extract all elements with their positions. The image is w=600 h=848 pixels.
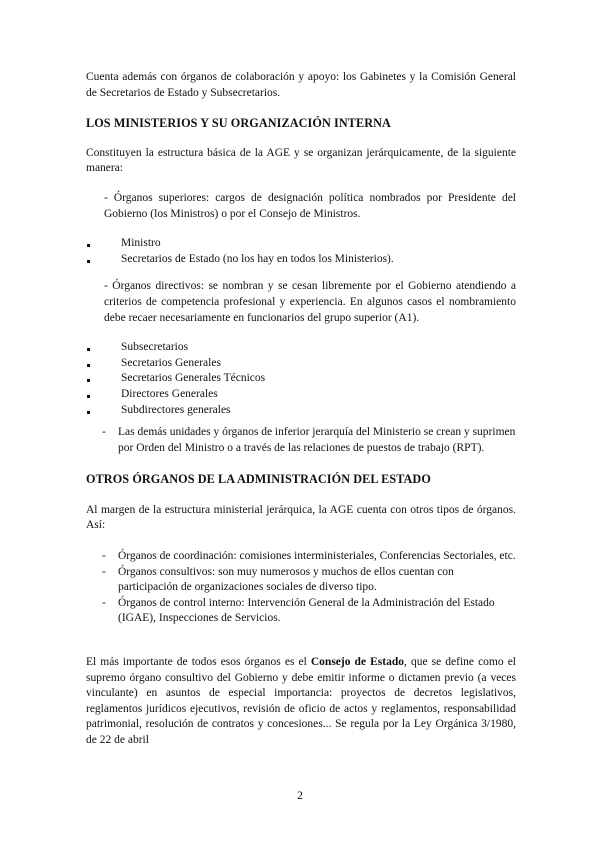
list-item: Secretarios Generales bbox=[86, 356, 516, 372]
otros-organos-paragraph: Al margen de la estructura ministerial jerárquica, la AGE cuenta con otros tipos de órganos. Así: bbox=[86, 503, 516, 532]
organos-superiores-list bbox=[86, 236, 516, 267]
organos-directivos-paragraph: - Órganos directivos: se nombran y se cesan libremente por el Gobierno atendiendo a criterios de competencia profesional y experiencia. En algunos casos el nombramiento debe recaer necesariamente en funcionarios del grupo superior (A1). bbox=[104, 280, 516, 324]
consejo-text-post: , que se define como el supremo órgano consultivo del Gobierno y debe emitir informe o dictamen previo (a veces vinculante) en asuntos de especial importancia: proyectos de decretos legislativos, reglamentos jurídicos ejecutivos, revisión de oficio de actos y reglamentos, responsabilidad patrimonial, resolución de contratos y concesiones... Se regula por la Ley Orgánica 3/1980, de 22 de abril bbox=[86, 656, 516, 746]
organos-superiores-paragraph: - Órganos superiores: cargos de designación política nombrados por Presidente del Gobierno (los Ministros) o por el Consejo de Ministros. bbox=[104, 191, 516, 220]
list-item: - Las demás unidades y órganos de inferior jerarquía del Ministerio se crean y suprimen por Orden del Ministro o a través de las relaciones de puestos de trabajo (RPT). bbox=[86, 425, 516, 456]
otras-unidades-list bbox=[86, 425, 516, 456]
organos-directivos-list bbox=[86, 340, 516, 418]
consejo-text-pre: El más importante de todos esos órganos es el bbox=[86, 656, 311, 669]
list-item: - Órganos consultivos: son muy numerosos y muchos de ellos cuentan con participación de organizaciones sociales de diverso tipo. bbox=[86, 565, 516, 596]
consejo-estado-paragraph bbox=[86, 655, 516, 749]
section-heading-ministerios: LOS MINISTERIOS Y SU ORGANIZACIÓN INTERNA bbox=[86, 116, 391, 131]
list-item: Directores Generales bbox=[86, 387, 516, 403]
list-item: - Órganos de coordinación: comisiones interministeriales, Conferencias Sectoriales, etc. bbox=[86, 549, 516, 565]
list-item: Subdirectores generales bbox=[86, 403, 516, 419]
intro-paragraph: Cuenta además con órganos de colaboración y apoyo: los Gabinetes y la Comisión General de Secretarios de Estado y Subsecretarios. bbox=[86, 71, 516, 99]
page-number: 2 bbox=[297, 790, 303, 802]
list-item: Secretarios de Estado (no los hay en todos los Ministerios). bbox=[86, 252, 516, 268]
section-heading-otros-organos: OTROS ÓRGANOS DE LA ADMINISTRACIÓN DEL ESTADO bbox=[86, 472, 431, 487]
list-item: Secretarios Generales Técnicos bbox=[86, 371, 516, 387]
list-item: - Órganos de control interno: Intervención General de la Administración del Estado (IGAE), Inspecciones de Servicios. bbox=[86, 596, 516, 627]
document-page bbox=[86, 70, 516, 749]
list-item: Subsecretarios bbox=[86, 340, 516, 356]
list-item: Ministro bbox=[86, 236, 516, 252]
ministerios-paragraph: Constituyen la estructura básica de la AGE y se organizan jerárquicamente, de la siguiente manera: bbox=[86, 146, 516, 175]
consejo-estado-bold: Consejo de Estado bbox=[310, 656, 404, 669]
otros-organos-list bbox=[86, 549, 516, 627]
